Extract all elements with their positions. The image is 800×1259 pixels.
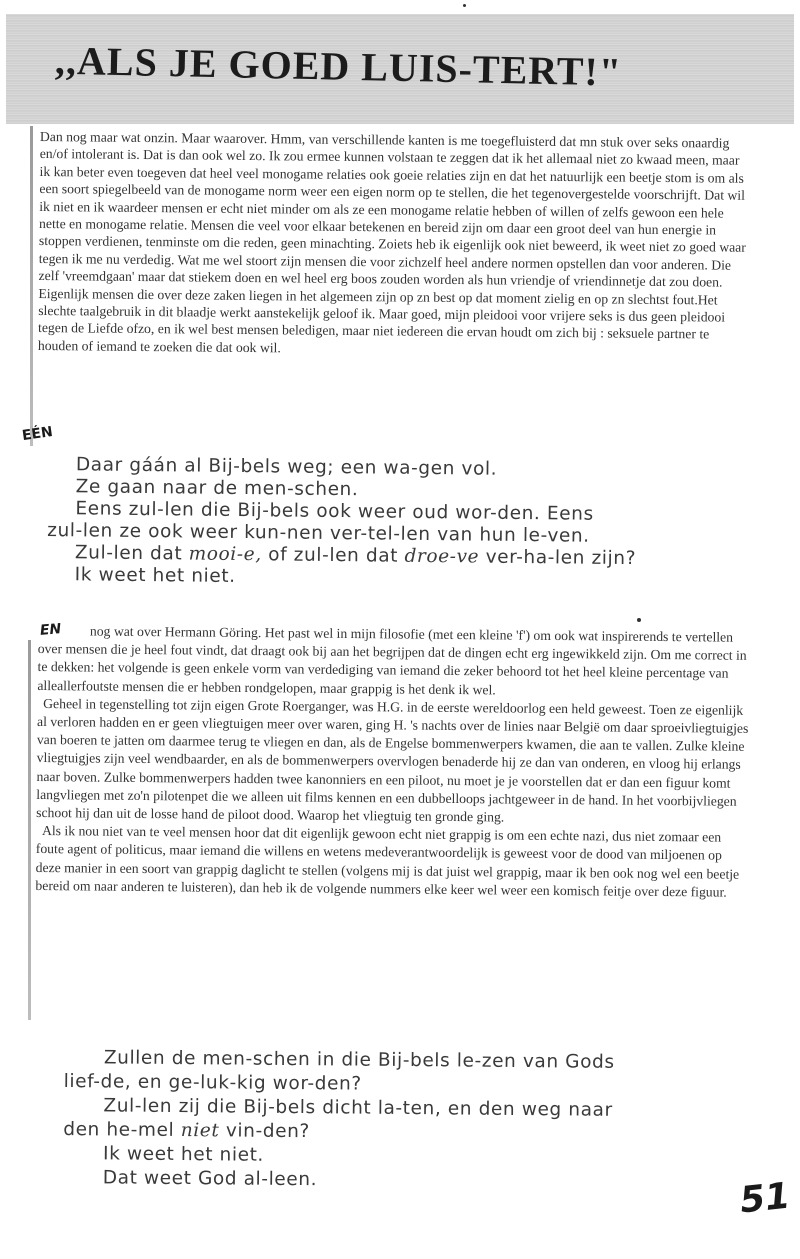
verse-line: Dat weet God al-leen. [102, 1167, 318, 1191]
verse-line: Ik weet het niet. [102, 1143, 265, 1166]
verse-line: lief-de, en ge-luk-kig wor-den? [63, 1070, 362, 1095]
verse-fragment: Zul-len dat [74, 542, 183, 565]
verse-fragment-italic: mooi-e, [188, 543, 262, 566]
paragraph: nog wat over Hermann Göring. Het past wel in mijn filosofie (met een kleine 'f') om ook wat inspirerends te vertellen over mensen die je heel fout vindt, dat draagt ook bij aan het begrijpen dat de dingen echt erg ingewikkeld zijn. Om me correct in te dekken: het volgende is geen enkele vorm van verdediging van iemand die zeker behoord tot het heel kleine percentage van alleallerfoutste mensen die er hebben rondgelopen, maar grappig is het denk ik wel. [37, 623, 747, 698]
verse-line: zul-len ze ook weer kun-nen ver-tel-len van hun le-ven. [47, 519, 590, 547]
verse-line: Ze gaan naar de men-schen. [75, 476, 359, 501]
verse-fragment-italic: droe-ve [404, 545, 480, 568]
handwritten-annotation: EÉN [21, 423, 54, 445]
scan-speck [463, 4, 466, 7]
paragraph: Als ik nou niet van te veel mensen hoor dat dit eigenlijk gewoon echt niet grappig is om een echte nazi, dus niet zomaar een foute agent of politicus, maar iemand die willens en wetens medeverantwoordelijk is geweest voor de dood van miljoenen op deze manier in een soort van grappig daglicht te stellen (volgens mij is dat juist wel grappig, maar ik ben ook nog wel een beetje bereid om naar anderen te luisteren), dan heb ik de volgende nummers elke keer wel weer een komisch feitje over deze figuur. [35, 823, 740, 900]
paragraph: Geheel in tegenstelling tot zijn eigen Grote Roerganger, was H.G. in de eerste wereldoorlog een held geweest. Toen ze eigenlijk al verloren hadden en er geen vliegtuigen meer over waren, ging H. 's nachts over de linies naar België om daar sproeivliegtuigjes van boeren te jatten om daarmee terug te vliegen en dan, als de Engelse bommenwerpers kwamen, die aan te vallen. Zulke kleine vliegtuigjes zijn veel wendbaarder, en als de bommenwerpers overvlogen benaderde hij ze dan van onderen, en vloog hij erlangs naar boven. Zulke bommenwerpers hadden twee kanonniers en een piloot, nu moet je je voorstellen dat er dan een figuur komt langvliegen met zo'n pilotenpet die we alleen uit films kennen en een dubbelloops jachtgeweer in de hand. In het voorbijvliegen schoot hij dan uit de losse hand de piloot dood. Waarop het vliegtuig ten gronde ging. [36, 695, 749, 825]
verse-fragment: den he-mel [63, 1118, 175, 1141]
bible-verse-2 [63, 1046, 615, 1195]
verse-fragment: of zul-len dat [268, 544, 399, 567]
scan-speck [637, 618, 641, 622]
verse-line: Zullen de men-schen in die Bij-bels le-zen van Gods [103, 1047, 615, 1073]
margin-line [28, 640, 31, 1020]
verse-line: Zul-len zij die Bij-bels dicht la-ten, en den weg naar [103, 1095, 613, 1121]
article-section-1 [38, 128, 750, 361]
verse-line: Eens zul-len die Bij-bels ook weer oud wor-den. Eens [75, 498, 594, 525]
page-title: ,,ALS JE GOED LUIS-TERT!" [54, 37, 623, 95]
verse-fragment: vin-den? [225, 1120, 310, 1143]
verse-fragment-italic: niet [180, 1120, 220, 1142]
verse-line: Ik weet het niet. [74, 564, 236, 587]
bible-verse-1 [47, 454, 637, 592]
verse-line: Daar gáán al Bij-bels weg; een wa-gen vol. [75, 454, 498, 480]
handwritten-annotation: EN [39, 621, 62, 639]
handwritten-page-number: 51 [737, 1175, 793, 1222]
article-section-2 [35, 622, 750, 902]
verse-fragment: ver-ha-len zijn? [485, 546, 637, 570]
paragraph: Dan nog maar wat onzin. Maar waarover. Hmm, van verschillende kanten is me toegefluisterd dat mn stuk over seks onaardig en/of intolerant is. Dat is dan ook wel zo. Ik zou ermee kunnen volstaan te zeggen dat ik het allemaal niet zo kwaad meen, maar ik kan beter even toegeven dat heel veel monogame relaties ook goeie relaties zijn en dat het natuurlijk een beetje stom is om als een soort spiegelbeeld van de monogame norm weer een eigen norm op te stellen, die het tegenovergestelde voorschrijft. Dat wil ik niet en ik waardeer mensen er echt niet minder om als ze een monogame relatie hebben of willen of zelfs gewoon een hele nette en monogame relatie. Mensen die veel voor elkaar betekenen en bereid zijn om daar een groot deel van hun energie in stoppen verdienen, tenminste om die reden, geen minachting. Zoiets heb ik eigenlijk ook niet beweerd, ik weet niet zo goed waar tegen ik me nu verdedig. Wat me wel stoort zijn mensen die voor zichzelf heel andere normen opstellen dan voor anderen. Die zelf 'vreemdgaan' maar dat stiekem doen en wel heel erg boos zouden worden als hun vriendje of vriendinnetje dat zou doen. Eigenlijk mensen die over deze zaken liegen in het algemeen zijn op zn best op dat moment zielig en op zn slechtst fout.Het slechte taalgebruik in dit blaadje werkt aanstekelijk geloof ik. Maar goed, mijn pleidooi voor vrijere seks is dus geen pleidooi tegen de Liefde ofzo, en ik wel best mensen beledigen, maar niet iedereen die ervan houdt om zich bij : seksuele partner te houden of iemand te zoeken die dat ook wil. [37, 128, 746, 356]
margin-line [30, 126, 33, 446]
